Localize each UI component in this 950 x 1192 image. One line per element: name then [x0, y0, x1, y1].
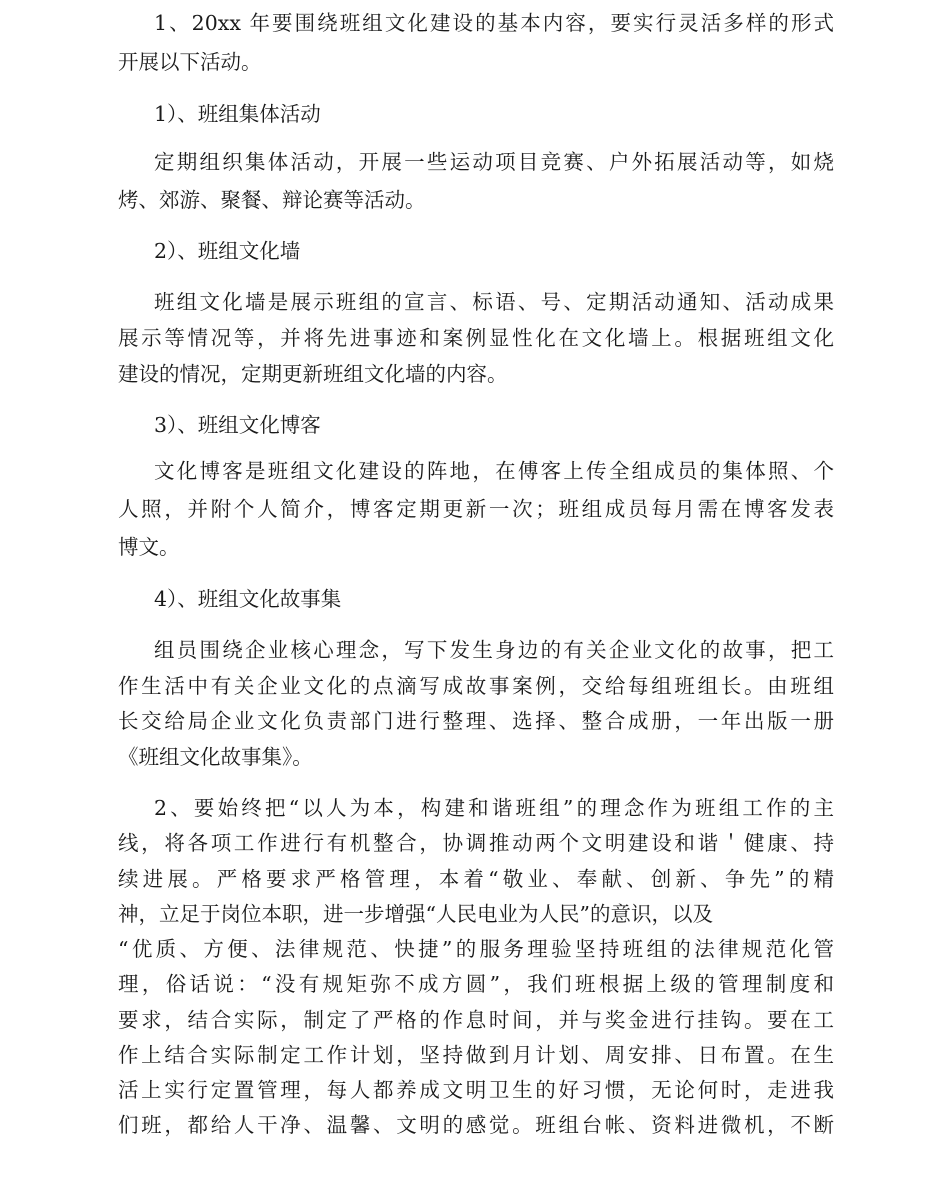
text-line: 班组文化墙是展示班组的宣言、标语、号、定期活动通知、活动成果	[154, 290, 834, 314]
section-heading: 3）、班组文化博客	[154, 413, 321, 437]
text-line: 要求，结合实际，制定了严格的作息时间，并与奖金进行挂钩。要在工	[118, 1008, 834, 1032]
text-line: 们班，都给人干净、温馨、文明的感觉。班组台帐、资料进微机，不断	[118, 1113, 834, 1137]
text-line: 作上结合实际制定工作计划，坚持做到月计划、周安排、日布置。在生	[118, 1043, 834, 1067]
text-line: 2、要始终把“以人为本，构建和谐班组”的理念作为班组工作的主	[154, 796, 834, 820]
text-line: 烤、郊游、聚餐、辩论赛等活动。	[118, 188, 426, 212]
text-line: 理，俗话说：“没有规矩弥不成方圆”，我们班根据上级的管理制度和	[118, 972, 834, 996]
text-line: 博文。	[118, 535, 180, 559]
text-line: “优质、方便、法律规范、快捷”的服务理验坚持班组的法律规范化管	[118, 937, 834, 961]
text-line: 建设的情况，定期更新班组文化墙的内容。	[118, 362, 508, 386]
text-line: 长交给局企业文化负责部门进行整理、选择、整合成册，一年出版一册	[118, 709, 834, 733]
text-line: 展示等情况等，并将先进事迹和案例显性化在文化墙上。根据班组文化	[118, 326, 834, 350]
text-line: 线，将各项工作进行有机整合，协调推动两个文明建设和谐＇健康、持	[118, 831, 834, 855]
text-line: 开展以下活动。	[118, 50, 262, 74]
text-line: 组员围绕企业核心理念，写下发生身边的有关企业文化的故事，把工	[154, 638, 834, 662]
text-line: 作生活中有关企业文化的点滴写成故事案例，交给每组班组长。由班组	[118, 674, 834, 698]
section-heading: 4）、班组文化故事集	[154, 587, 342, 611]
text-line: 人照，并附个人简介，博客定期更新一次；班组成员每月需在博客发表	[118, 497, 834, 521]
text-line: 续进展。严格要求严格管理，本着“敬业、奉献、创新、争先”的精	[118, 867, 834, 891]
text-line: 活上实行定置管理，每人都养成文明卫生的好习惯，无论何时，走进我	[118, 1078, 834, 1102]
section-heading: 1）、班组集体活动	[154, 102, 321, 126]
text-line: 神，立足于岗位本职，进一步增强“人民电业为人民”的意识，以及	[118, 902, 713, 926]
text-line: 文化博客是班组文化建设的阵地，在傅客上传全组成员的集体照、个	[154, 459, 834, 483]
text-line: 定期组织集体活动，开展一些运动项目竞赛、户外拓展活动等，如烧	[154, 150, 834, 174]
text-line: 1、20xx 年要围绕班组文化建设的基本内容，要实行灵活多样的形式	[154, 11, 834, 35]
text-line: 《班组文化故事集》。	[118, 745, 313, 769]
section-heading: 2）、班组文化墙	[154, 239, 301, 263]
